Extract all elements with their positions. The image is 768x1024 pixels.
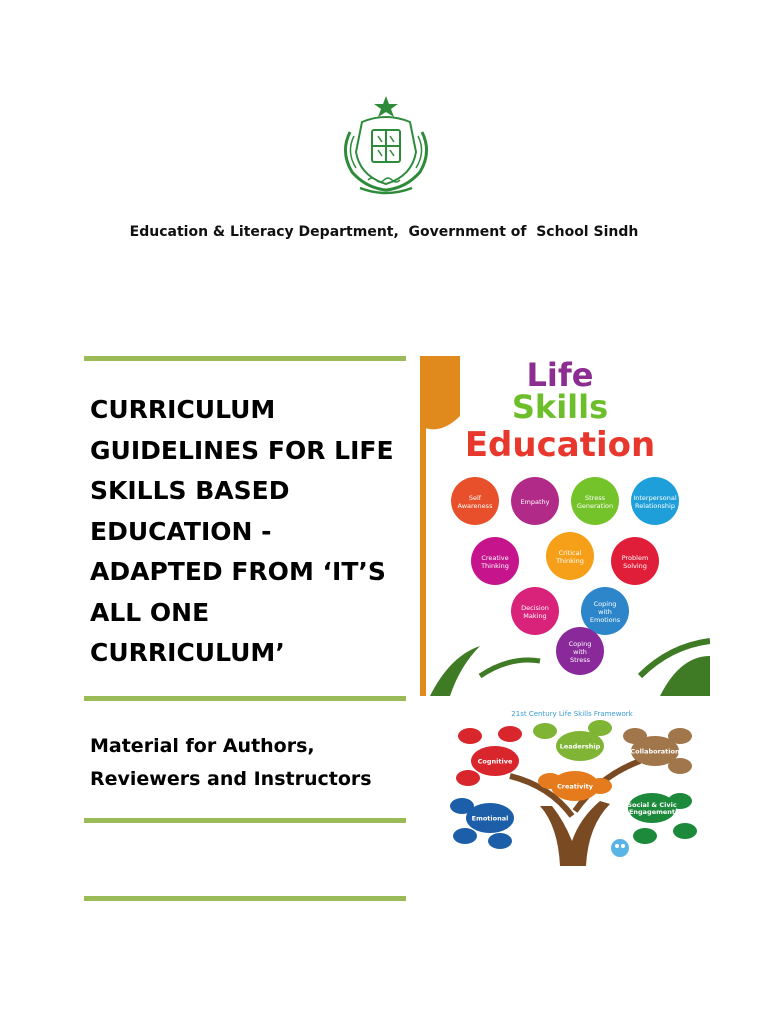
- framework-branch-label: Social & Civic: [627, 801, 677, 809]
- framework-small-leaf: [673, 823, 697, 839]
- subtitle-line: Reviewers and Instructors: [90, 768, 372, 790]
- title-line: EDUCATION -: [90, 516, 272, 546]
- owl-icon: [611, 839, 629, 857]
- skill-bubble: [546, 532, 594, 580]
- framework-small-leaf: [453, 828, 477, 844]
- skill-bubble-label: Solving: [623, 562, 647, 570]
- divider-rule: [84, 356, 406, 361]
- title-line: ALL ONE: [90, 597, 210, 627]
- skill-bubble: [471, 537, 519, 585]
- framework-small-leaf: [633, 828, 657, 844]
- skill-bubble: [581, 587, 629, 635]
- skill-bubble-label: Stress: [585, 494, 605, 502]
- framework-branch-label: Leadership: [559, 742, 601, 751]
- skill-bubble: [631, 477, 679, 525]
- framework-small-leaf: [498, 726, 522, 742]
- divider-rule: [84, 818, 406, 823]
- skill-bubble-label: with: [573, 648, 587, 656]
- skill-bubble-label: Critical: [558, 549, 582, 557]
- skill-bubble-label: Making: [523, 612, 547, 620]
- skill-bubble-label: Generation: [576, 502, 614, 510]
- skill-bubble-label: Problem: [621, 554, 649, 562]
- skill-bubble-label: Interpersonal: [633, 494, 677, 502]
- cover-title-education: Education: [464, 425, 656, 465]
- document-title: [90, 390, 410, 674]
- framework-title: 21st Century Life Skills Framework: [511, 710, 633, 718]
- skill-bubble-label: Empathy: [520, 498, 550, 506]
- skill-bubble: [556, 627, 604, 675]
- skill-bubble-label: Stress: [570, 656, 590, 664]
- framework-branch-label: Cognitive: [477, 757, 513, 766]
- skill-bubble-label: Thinking: [556, 557, 584, 565]
- skill-bubble-label: Coping: [593, 600, 617, 608]
- skill-bubble-label: Creative: [481, 554, 509, 562]
- skill-bubble: [611, 537, 659, 585]
- title-line: SKILLS BASED: [90, 476, 290, 505]
- framework-small-leaf: [533, 723, 557, 739]
- framework-small-leaf: [458, 728, 482, 744]
- cover-title-life: Life: [526, 356, 594, 394]
- framework-small-leaf: [488, 833, 512, 849]
- title-line: CURRICULUM’: [90, 638, 285, 667]
- title-line: GUIDELINES FOR LIFE: [90, 435, 394, 465]
- skill-bubble-label: with: [598, 608, 612, 616]
- divider-rule: [84, 696, 406, 701]
- sindh-government-emblem-icon: [332, 92, 440, 200]
- skill-bubble: [511, 477, 559, 525]
- title-line: ADAPTED FROM ‘IT’S: [90, 557, 386, 586]
- department-heading: Education & Literacy Department, Government of School Sindh: [129, 224, 639, 240]
- skill-bubble-label: Emotions: [589, 616, 621, 624]
- framework-leaves: [450, 720, 697, 849]
- skill-bubble-label: Self: [468, 494, 482, 502]
- title-line: CURRICULUM: [90, 395, 276, 424]
- skill-bubble: [451, 477, 499, 525]
- framework-branch-label: Creativity: [557, 782, 593, 791]
- divider-rule: [84, 896, 406, 901]
- framework-branch-label: Emotional: [471, 814, 509, 823]
- skill-bubble-label: Awareness: [457, 502, 493, 510]
- skill-bubble-label: Thinking: [481, 562, 509, 570]
- framework-branch-label: Collaboration: [630, 747, 680, 756]
- life-skills-framework-image: [440, 706, 705, 866]
- framework-branch-label: Engagement: [628, 808, 676, 816]
- document-subtitle: [90, 730, 410, 796]
- cover-title-skills: Skills: [511, 388, 609, 426]
- skill-bubble-label: Decision: [521, 604, 549, 612]
- life-skills-education-cover-image: [420, 356, 710, 696]
- skill-bubble: [511, 587, 559, 635]
- framework-small-leaf: [456, 770, 480, 786]
- skill-bubble-label: Relationship: [635, 502, 675, 510]
- skill-bubble: [571, 477, 619, 525]
- subtitle-line: Material for Authors,: [90, 735, 315, 757]
- skill-bubble-label: Coping: [568, 640, 592, 648]
